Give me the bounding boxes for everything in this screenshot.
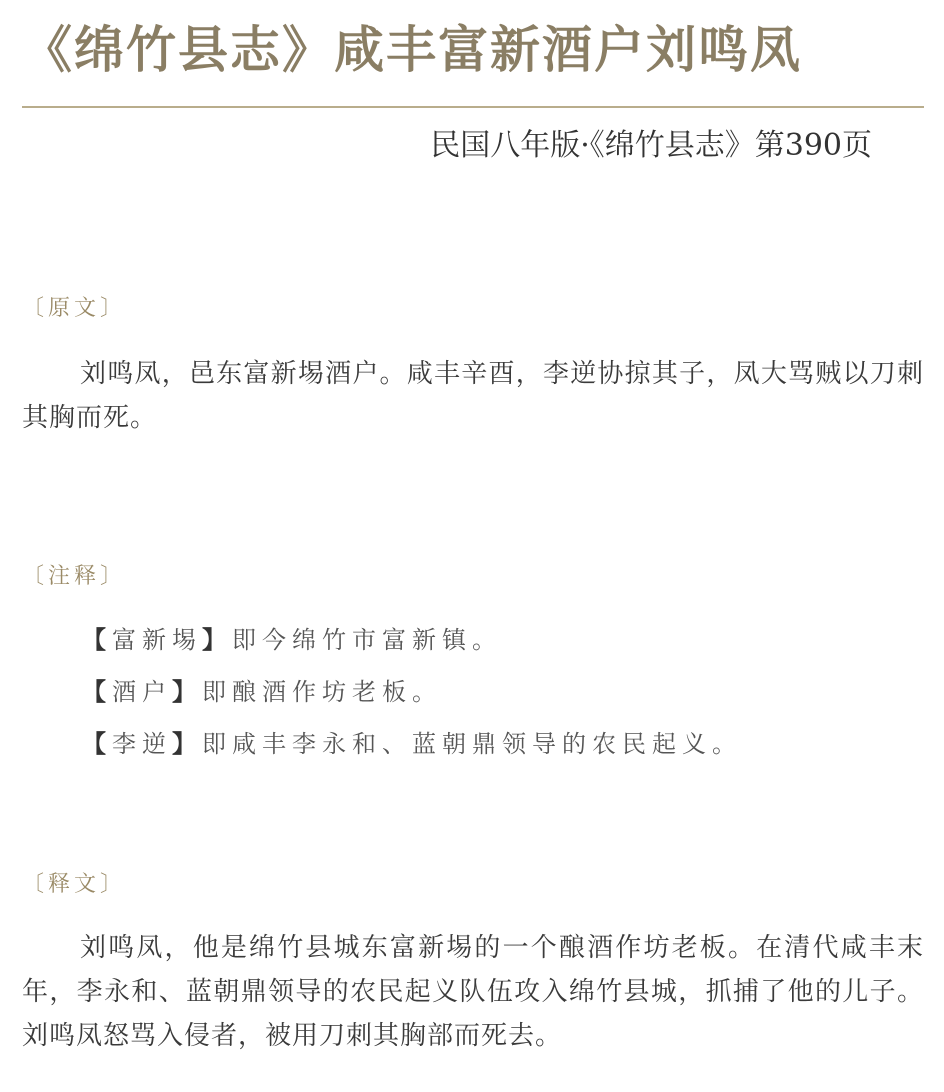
note-term: 酒户 (112, 678, 172, 706)
note-term: 李逆 (112, 730, 172, 758)
note-item (82, 622, 502, 658)
note-open-bracket: 【 (82, 625, 112, 654)
original-text: 刘鸣凤，邑东富新埸酒户。咸丰辛酉，李逆协掠其子，凤大骂贼以刀刺其胸而死。 (22, 359, 924, 433)
note-definition: 即酿酒作坊老板。 (202, 678, 442, 706)
note-open-bracket: 【 (82, 729, 112, 758)
page-title: 《绵竹县志》咸丰富新酒户刘鸣凤 (22, 20, 802, 79)
note-close-bracket: 】 (172, 677, 202, 706)
note-close-bracket: 】 (202, 625, 232, 654)
original-heading: 〔原文〕 (22, 296, 127, 321)
note-definition: 即咸丰李永和、蓝朝鼎领导的农民起义。 (202, 730, 742, 758)
title-divider (22, 106, 924, 108)
translation-text: 刘鸣凤，他是绵竹县城东富新埸的一个酿酒作坊老板。在清代咸丰末年，李永和、蓝朝鼎领导的农民起义队伍攻入绵竹县城，抓捕了他的儿子。刘鸣凤怒骂入侵者，被用刀刺其胸部而死去。 (22, 933, 924, 1051)
translation-heading: 〔释文〕 (22, 872, 127, 897)
note-item (82, 726, 742, 762)
source-citation: 民国八年版·《绵竹县志》第390页 (430, 128, 872, 163)
note-item (82, 674, 442, 710)
note-open-bracket: 【 (82, 677, 112, 706)
notes-heading: 〔注释〕 (22, 564, 127, 589)
note-close-bracket: 】 (172, 729, 202, 758)
note-definition: 即今绵竹市富新镇。 (232, 626, 502, 654)
note-term: 富新埸 (112, 626, 202, 654)
